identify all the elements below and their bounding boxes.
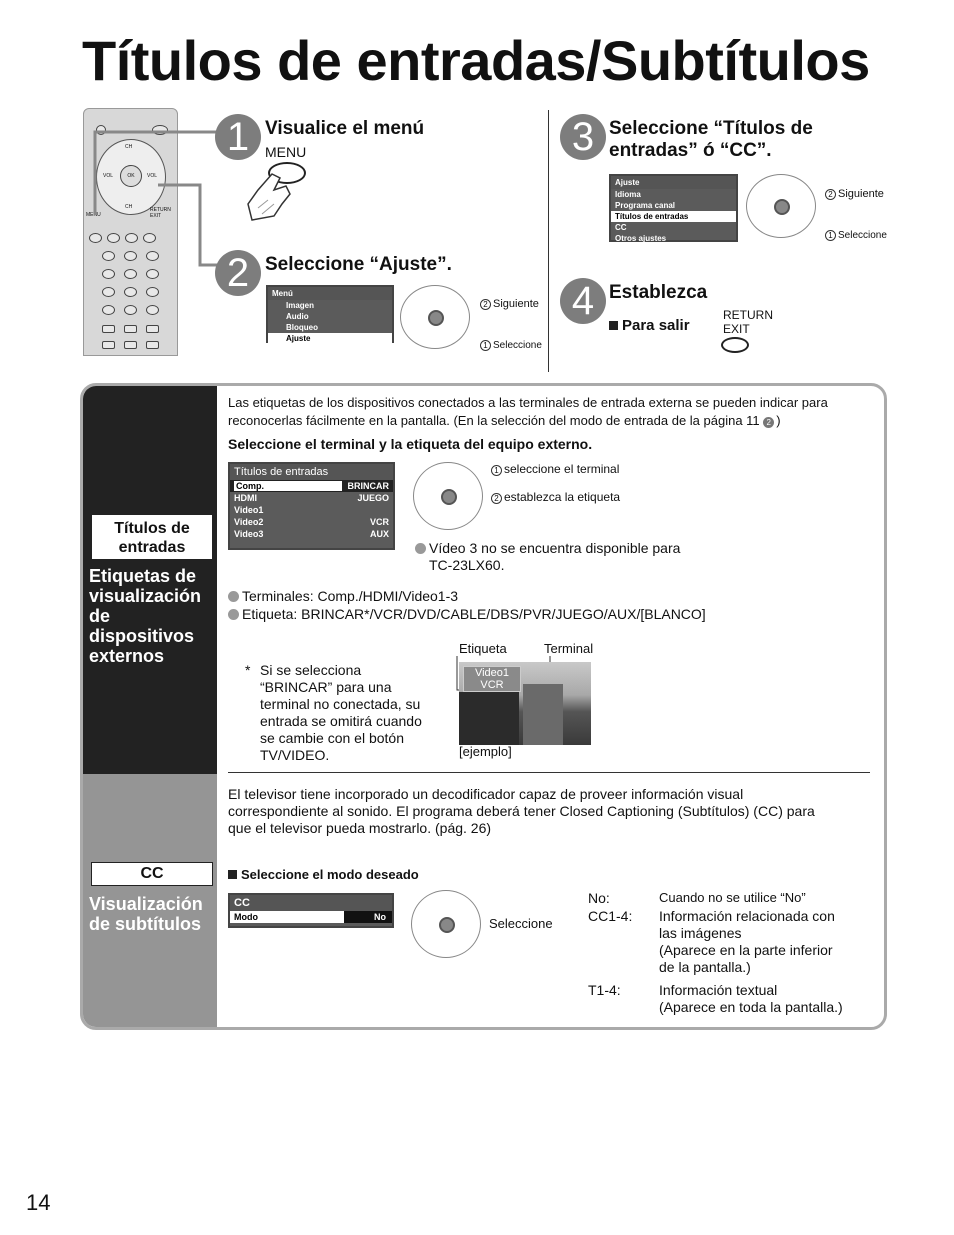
titulos-etiqueta: Etiqueta: BRINCAR*/VCR/DVD/CABLE/DBS/PVR/JUEGO/AUX/[BLANCO] xyxy=(228,606,706,623)
titulos-footnote xyxy=(260,662,460,764)
dpad-ring-icon xyxy=(413,462,483,530)
cc-intro-line: correspondiente al sonido. El programa deberá tener Closed Captioning (Subtítulos) (CC) para xyxy=(228,803,815,819)
hand-pointer-icon xyxy=(244,168,294,228)
step-4-title: Establezca xyxy=(609,282,708,303)
footnote-line: “BRINCAR” para una xyxy=(260,679,392,695)
osd-menu-item: Bloqueo xyxy=(286,323,318,332)
connector-lines xyxy=(90,120,230,280)
osd-ajuste-item-selected: Títulos de entradas xyxy=(611,211,736,222)
section-box-titulos xyxy=(91,514,213,560)
osd-ajuste-header: Ajuste xyxy=(611,176,736,189)
titulos-note-line2: TC-23LX60. xyxy=(429,557,505,573)
sidebar-text-line: Visualización xyxy=(89,894,203,914)
osd-ajuste-item: Idioma xyxy=(615,190,641,199)
osd-cc xyxy=(228,893,394,928)
remote-return-label: RETURN EXIT xyxy=(150,207,171,219)
cc-seleccione: Seleccione xyxy=(489,916,553,931)
step-3-siguiente: 2 Siguiente xyxy=(825,188,884,200)
titulos-note: Vídeo 3 no se encuentra disponible para TC-23LX60. xyxy=(415,540,680,574)
footnote-line: se cambie con el botón xyxy=(260,730,404,746)
fig-etiqueta-label: Etiqueta xyxy=(459,641,507,656)
remote-rect-button-icon xyxy=(124,341,137,349)
titulos-step2: 2 establezca la etiqueta xyxy=(491,490,620,504)
step-divider xyxy=(548,110,549,372)
step-2-seleccione: 1 Seleccione xyxy=(480,340,542,351)
osd-menu-item: Imagen xyxy=(286,301,315,310)
cc-intro-line: El televisor tiene incorporado un decodificador capaz de proveer información visual xyxy=(228,786,744,802)
remote-rect-button-icon xyxy=(146,341,159,349)
cc-mode-no-key: No: xyxy=(588,890,610,906)
dpad-ok-icon xyxy=(441,489,457,505)
cc-mode-cc-desc xyxy=(659,908,835,976)
sidebar-text-line: dispositivos xyxy=(89,626,195,646)
osd-menu-header: Menú xyxy=(268,287,392,300)
section-box-cc: CC xyxy=(91,862,213,886)
sidebar-text-line: externos xyxy=(89,646,165,666)
info-panel xyxy=(80,383,887,1030)
osd-cc-header: CC xyxy=(230,895,392,911)
remote-ch-down-label: CH xyxy=(125,204,133,210)
step-3-title-line2: entradas” ó “CC”. xyxy=(609,140,772,161)
step-1-title: Visualice el menú xyxy=(265,118,425,139)
step-3-number: 3 xyxy=(560,114,606,160)
section-divider xyxy=(228,772,870,773)
remote-rect-button-icon xyxy=(124,325,137,333)
titulos-intro-line: Las etiquetas de los dispositivos conectados a las terminales de entrada externa se pueden indicar para xyxy=(228,395,828,410)
step-3-title-line1: Seleccione “Títulos de xyxy=(609,118,813,139)
section-box-titulos-label: Títulos de entradas xyxy=(114,520,190,556)
osd-titulos-row: Video2 VCR xyxy=(234,517,389,527)
osd-titulos-row: Video1 xyxy=(234,505,264,515)
titulos-intro xyxy=(228,394,883,430)
step-2-siguiente: 2 Siguiente xyxy=(480,298,539,310)
footnote-line: entrada se omitirá cuando xyxy=(260,713,422,729)
osd-ajuste xyxy=(609,174,738,242)
osd-titulos xyxy=(228,462,395,550)
page-number: 14 xyxy=(26,1190,51,1215)
cc-heading: Seleccione el modo deseado xyxy=(228,867,419,882)
cc-mode-no-desc: Cuando no se utilice “No” xyxy=(659,890,806,905)
footnote-line: TV/VIDEO. xyxy=(260,747,330,763)
remote-digit-button-icon xyxy=(124,287,137,297)
remote-digit-button-icon xyxy=(102,287,115,297)
return-button-icon xyxy=(721,337,749,353)
remote-digit-button-icon xyxy=(146,305,159,315)
sidebar-cc-text xyxy=(89,894,215,934)
remote-digit-button-icon xyxy=(124,305,137,315)
dpad-ring-icon xyxy=(746,174,816,238)
cc-intro-line: que el televisor pueda mostrarlo. (pág. 26) xyxy=(228,820,492,836)
cc-mode-t-desc xyxy=(659,982,843,1016)
titulos-step1: 1 seleccione el terminal xyxy=(491,462,619,476)
osd-ajuste-item: CC xyxy=(615,223,627,232)
titulos-footnote-asterisk: * xyxy=(245,662,251,678)
osd-ajuste-item: Otros ajustes xyxy=(615,234,667,243)
remote-ok-label: OK xyxy=(120,165,142,187)
sidebar-text-line: de subtítulos xyxy=(89,914,201,934)
page-ref-badge: 2 xyxy=(763,417,774,428)
remote-rect-button-icon xyxy=(146,325,159,333)
mode-desc-line: (Aparece en toda la pantalla.) xyxy=(659,999,843,1015)
dpad-ok-icon xyxy=(774,199,790,215)
fig-terminal-label: Terminal xyxy=(544,641,594,656)
osd-menu-item: Audio xyxy=(286,312,309,321)
osd-menu-item-selected: Ajuste xyxy=(268,333,392,344)
step-1-number: 1 xyxy=(215,114,261,160)
step-4-number: 4 xyxy=(560,278,606,324)
sidebar-text-line: Etiquetas de xyxy=(89,566,197,586)
dpad-ring-icon xyxy=(411,890,481,958)
dpad-ok-icon xyxy=(439,917,455,933)
titulos-heading: Seleccione el terminal y la etiqueta del equipo externo. xyxy=(228,436,593,452)
footnote-line: terminal no conectada, su xyxy=(260,696,421,712)
osd-titulos-row: Video3 AUX xyxy=(234,529,389,539)
remote-rect-button-icon xyxy=(102,341,115,349)
mode-desc-line: Información relacionada con xyxy=(659,908,835,924)
remote-vol-right-label: VOL xyxy=(147,173,158,179)
mode-desc-line: (Aparece en la parte inferior xyxy=(659,942,833,958)
sidebar-text-line: visualización xyxy=(89,586,202,606)
titulos-intro-line: reconocerlas fácilmente en la pantalla. (En la selección del modo de entrada de la página 11 2 ) xyxy=(228,413,781,428)
osd-titulos-row: Comp. BRINCAR xyxy=(230,480,393,492)
remote-digit-button-icon xyxy=(102,305,115,315)
cc-intro xyxy=(228,786,883,837)
sidebar-text-line: de xyxy=(89,606,111,626)
remote-ch-up-label: CH xyxy=(125,144,133,150)
fig-vcr-text: VCR xyxy=(480,679,504,691)
remote-rect-button-icon xyxy=(102,325,115,333)
osd-cc-row: Modo No xyxy=(230,911,392,923)
return-label: RETURN xyxy=(723,308,773,322)
titulos-terminales: Terminales: Comp./HDMI/Video1-3 xyxy=(228,588,458,605)
fig-video1-text: Video1 xyxy=(474,667,510,679)
mode-desc-line: de la pantalla.) xyxy=(659,959,751,975)
sidebar-titulos-text xyxy=(89,566,215,666)
osd-titulos-header: Títulos de entradas xyxy=(230,464,393,480)
osd-menu xyxy=(266,285,394,343)
mode-desc-line: Información textual xyxy=(659,982,778,998)
example-osd-label xyxy=(463,666,521,692)
remote-vol-left-label: VOL xyxy=(103,173,114,179)
fig-ejemplo-caption: [ejemplo] xyxy=(459,744,512,759)
footnote-line: Si se selecciona xyxy=(260,662,362,678)
sidebar-titulos xyxy=(83,386,217,774)
sidebar-cc xyxy=(83,774,217,1030)
mode-desc-line: las imágenes xyxy=(659,925,742,941)
step-3-seleccione: 1 Seleccione xyxy=(825,230,887,241)
step-1-menu-label: MENU xyxy=(265,144,307,160)
dpad-ring-icon xyxy=(400,285,470,349)
cc-mode-t-key: T1-4: xyxy=(588,982,621,998)
step-2-number: 2 xyxy=(215,250,261,296)
osd-ajuste-item: Programa canal xyxy=(615,201,676,210)
example-photo xyxy=(459,662,591,745)
remote-menu-label: MENU xyxy=(86,212,101,218)
dpad-ok-icon xyxy=(428,310,444,326)
remote-digit-button-icon xyxy=(146,287,159,297)
cc-mode-cc-key: CC1-4: xyxy=(588,908,633,924)
osd-titulos-row: HDMI JUEGO xyxy=(234,493,389,503)
photo-building-shape xyxy=(459,692,519,745)
page-title: Títulos de entradas/Subtítulos xyxy=(82,29,870,92)
step-4-para-salir: Para salir xyxy=(609,317,690,334)
exit-label: EXIT xyxy=(723,322,750,336)
photo-building-shape xyxy=(523,684,563,745)
step-2-title: Seleccione “Ajuste”. xyxy=(265,254,452,275)
